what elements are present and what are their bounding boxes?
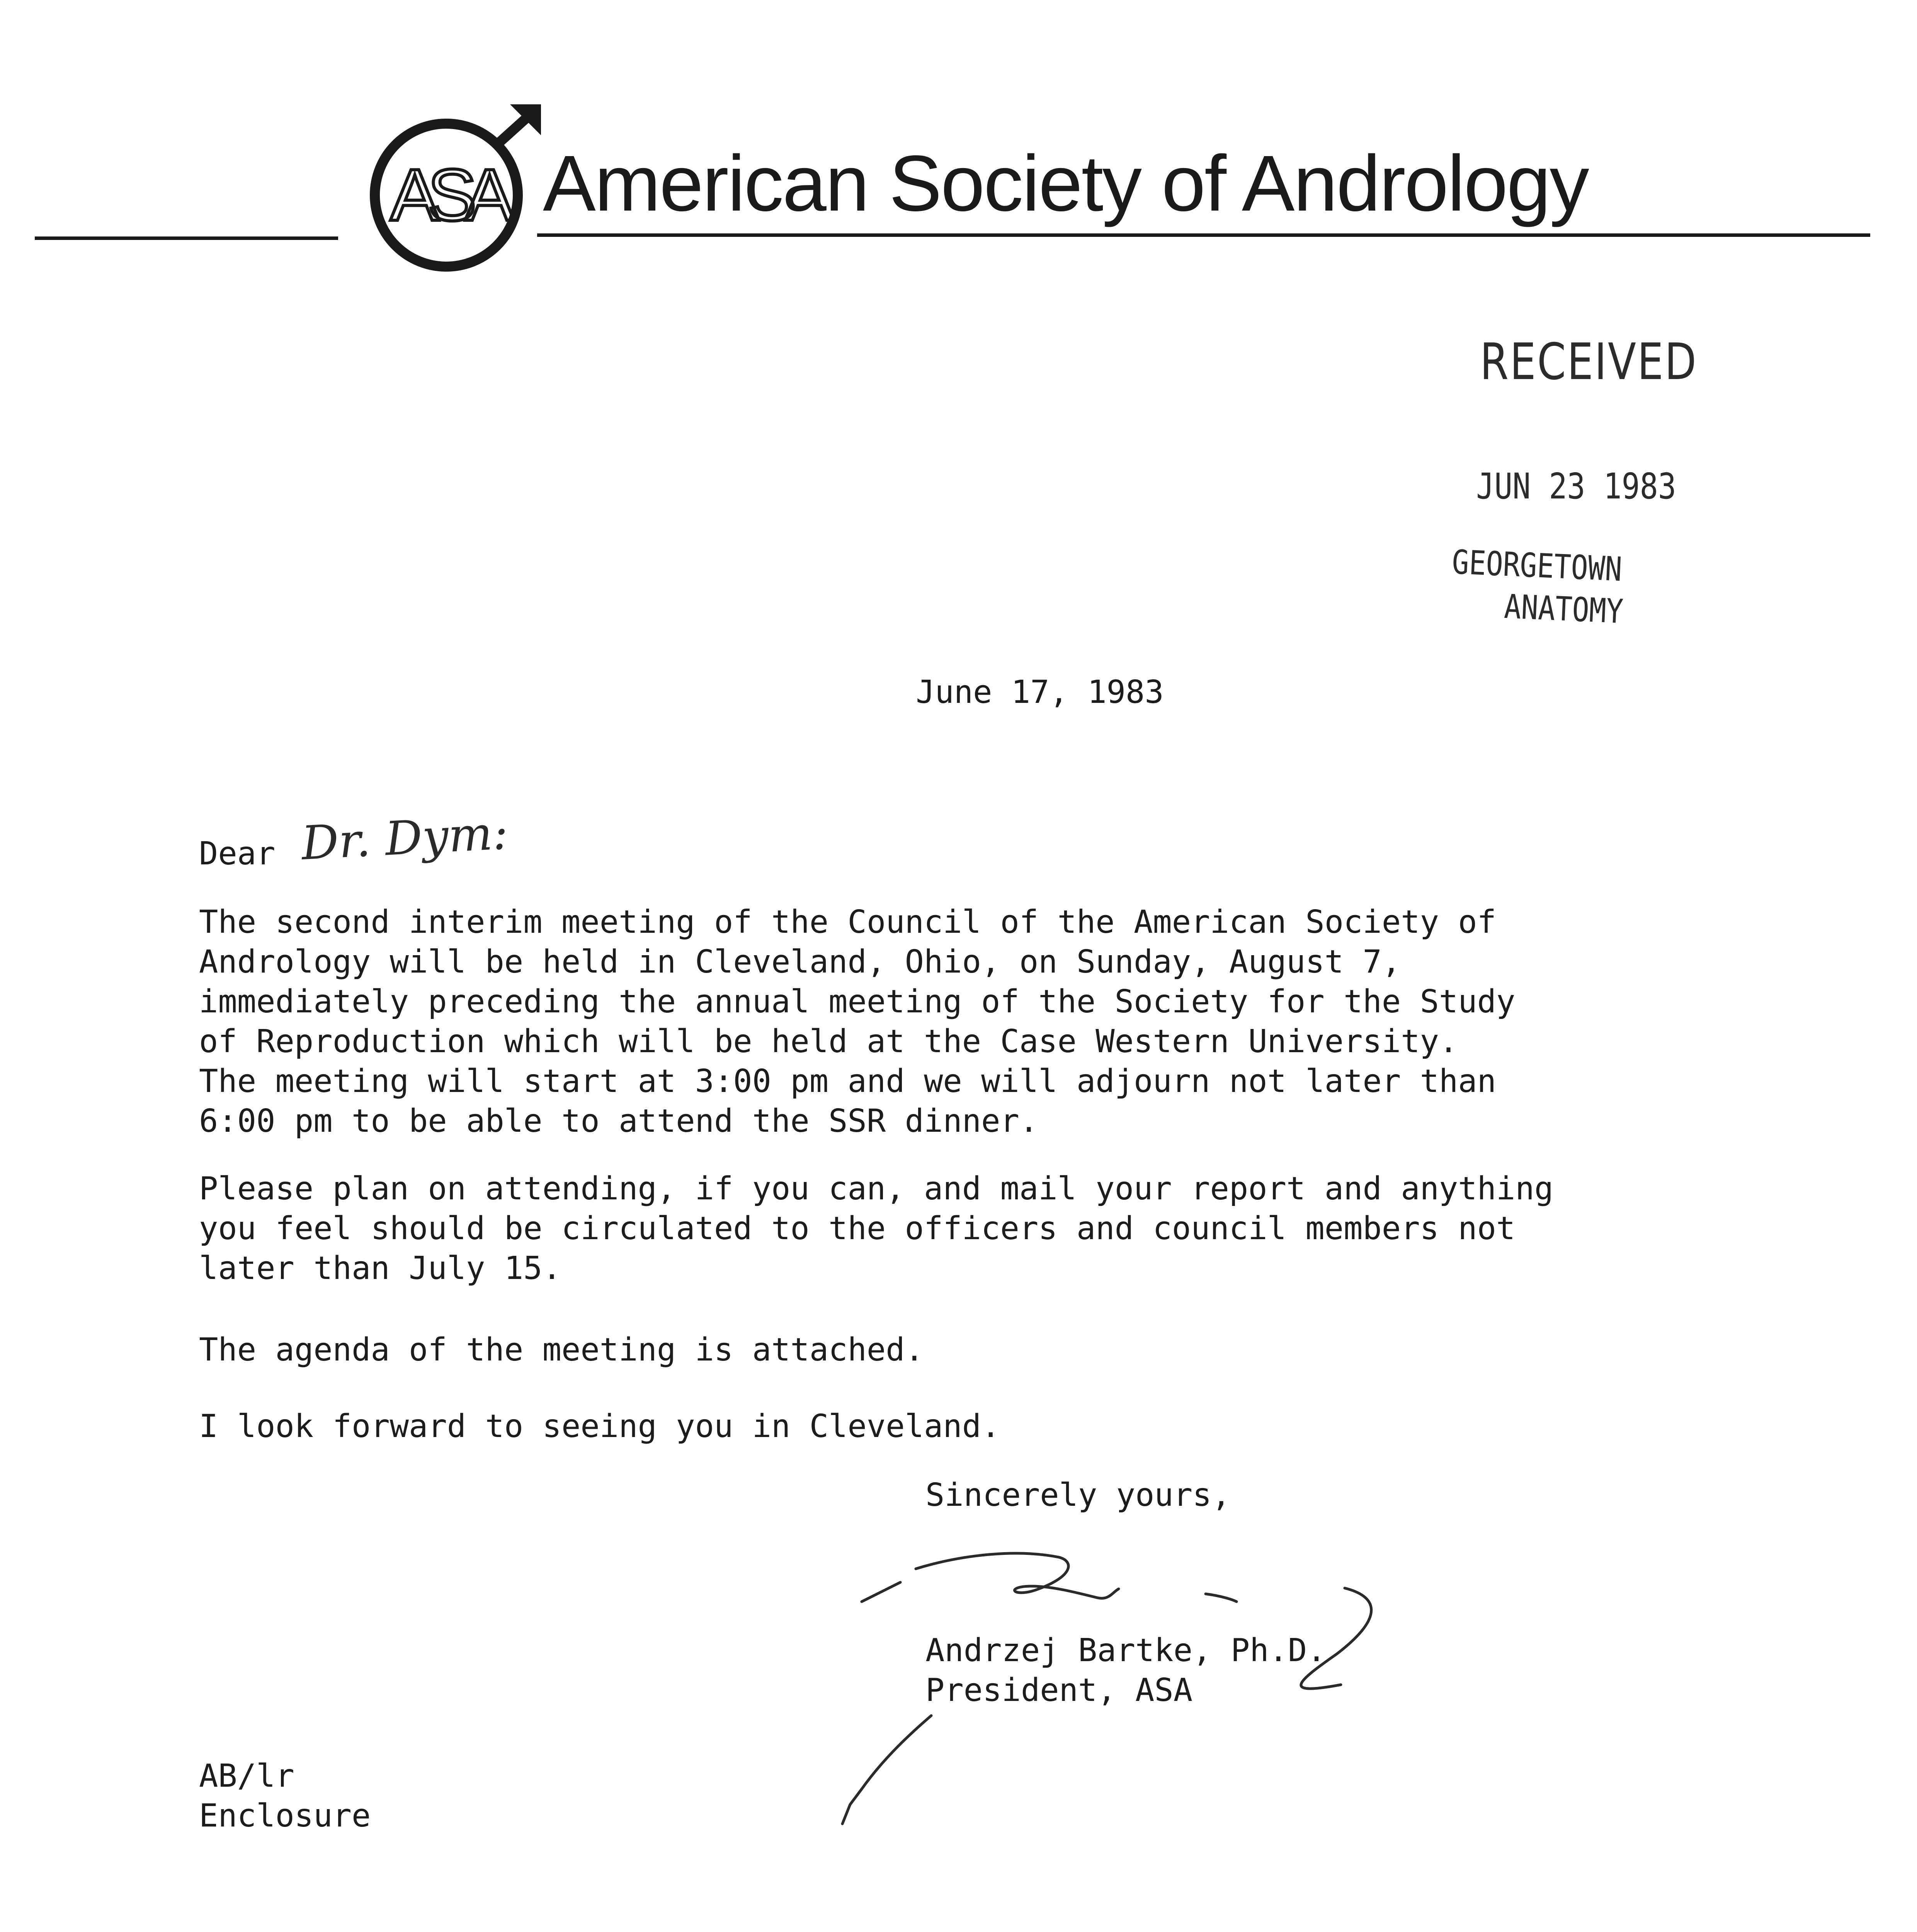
handwritten-recipient: Dr. Dym: (300, 806, 510, 871)
signer-title: President, ASA (925, 1672, 1193, 1709)
letterhead-rule-left (35, 236, 338, 240)
asa-logo (359, 104, 545, 274)
typist-initials: AB/lr (199, 1758, 294, 1794)
body-paragraph-2: Please plan on attending, if you can, and mail your report and anything you feel should be circulated to the officers and council members not later than July 15. (199, 1170, 1554, 1287)
received-stamp-dept: ANATOMY (1503, 587, 1624, 631)
letterhead-rule-right (537, 233, 1870, 237)
received-stamp: RECEIVED (1480, 332, 1698, 391)
salutation: Dear (199, 835, 276, 872)
letter-date: June 17, 1983 (916, 674, 1164, 711)
enclosure-note: Enclosure (199, 1798, 371, 1834)
asa-logo-text: ASA (390, 154, 503, 236)
body-paragraph-3: The agenda of the meeting is attached. (199, 1332, 924, 1368)
received-stamp-date: JUN 23 1983 (1476, 466, 1676, 507)
body-paragraph-4: I look forward to seeing you in Cleveland. (199, 1408, 1000, 1445)
closing: Sincerely yours, (925, 1477, 1231, 1514)
body-paragraph-1: The second interim meeting of the Council of the American Society of Andrology will be held in Cleveland, Ohio, on Sunday, August 7, immediately preceding the annual meeting of the Society for the Study of Reproduction which will be held at the Case Western University. The meeting will start at 3:00 pm and we will adjourn not later than 6:00 pm to be able to attend the SSR dinner. (199, 904, 1516, 1139)
received-stamp-org: GEORGETOWN (1451, 543, 1623, 589)
signer-name: Andrzej Bartke, Ph.D. (925, 1632, 1326, 1669)
organization-name: American Society of Andrology (543, 139, 1588, 228)
